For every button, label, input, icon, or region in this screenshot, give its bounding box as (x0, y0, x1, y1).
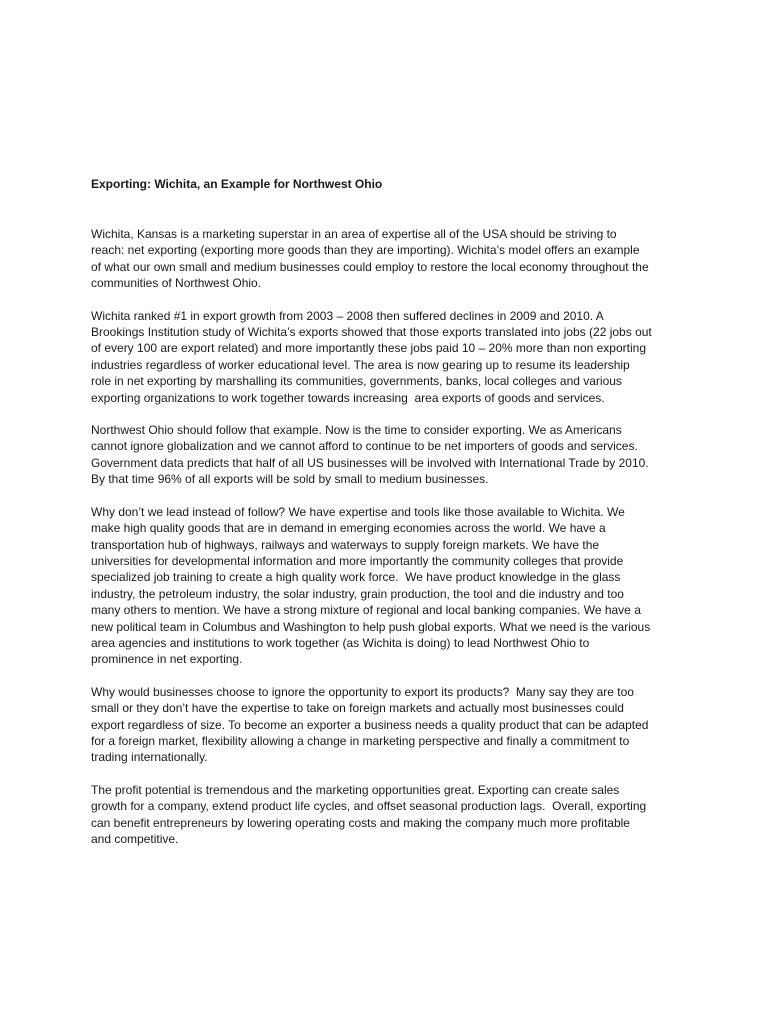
document-title: Exporting: Wichita, an Example for Northwest Ohio (91, 177, 383, 191)
document-page (91, 176, 681, 863)
paragraph-why-ignore: Why would businesses choose to ignore the opportunity to export its products? Many say they are too small or they don’t have the expertise to take on foreign markets and actually most businesses could export regardless of size. To become an exporter a business needs a quality product that can be adapted for a foreign market, flexibility allowing a change in marketing perspective and finally a commitment to trading internationally. (91, 684, 649, 765)
paragraph-lead-instead: Why don’t we lead instead of follow? We have expertise and tools like those available to Wichita. We make high quality goods that are in demand in emerging economies across the world. We have a transportation hub of highways, railways and waterways to supply foreign markets. We have the universities for developmental information and more importantly the community colleges that provide specialized job training to create a high quality work force. We have product knowledge in the glass industry, the petroleum industry, the solar industry, grain production, the tool and die industry and too many others to mention. We have a strong mixture of regional and local banking companies. We have a new political team in Columbus and Washington to help push global exports. What we need is the various area agencies and institutions to work together (as Wichita is doing) to lead Northwest Ohio to prominence in net exporting. (91, 504, 651, 667)
paragraph-follow-example: Northwest Ohio should follow that example. Now is the time to consider exporting. We as Americans cannot ignore globalization and we cannot afford to continue to be net importers of goods and services. Government data predicts that half of all US businesses will be involved with International Trade by 2010. By that time 96% of all exports will be sold by small to medium businesses. (91, 423, 649, 487)
paragraph-intro: Wichita, Kansas is a marketing superstar in an area of expertise all of the USA should be striving to reach: net exporting (exporting more goods than they are importing). Wichita’s model offers an example of what our own small and medium businesses could employ to restore the local economy throughout the communities of Northwest Ohio. (91, 227, 649, 291)
paragraph-export-growth: Wichita ranked #1 in export growth from 2003 – 2008 then suffered declines in 2009 and 2010. A Brookings Institution study of Wichita’s exports showed that those exports translated into jobs (22 jobs out of every 100 are export related) and more importantly these jobs paid 10 – 20% more than non exporting industries regardless of worker educational level. The area is now gearing up to resume its leadership role in net exporting by marshalling its communities, governments, banks, local colleges and various exporting organizations to work together towards increasing area exports of goods and services. (91, 308, 652, 405)
paragraph-profit-potential: The profit potential is tremendous and the marketing opportunities great. Exporting can create sales growth for a company, extend product life cycles, and offset seasonal production lags. Overall, exporting can benefit entrepreneurs by lowering operating costs and making the company much more profitable and competitive. (91, 782, 647, 846)
